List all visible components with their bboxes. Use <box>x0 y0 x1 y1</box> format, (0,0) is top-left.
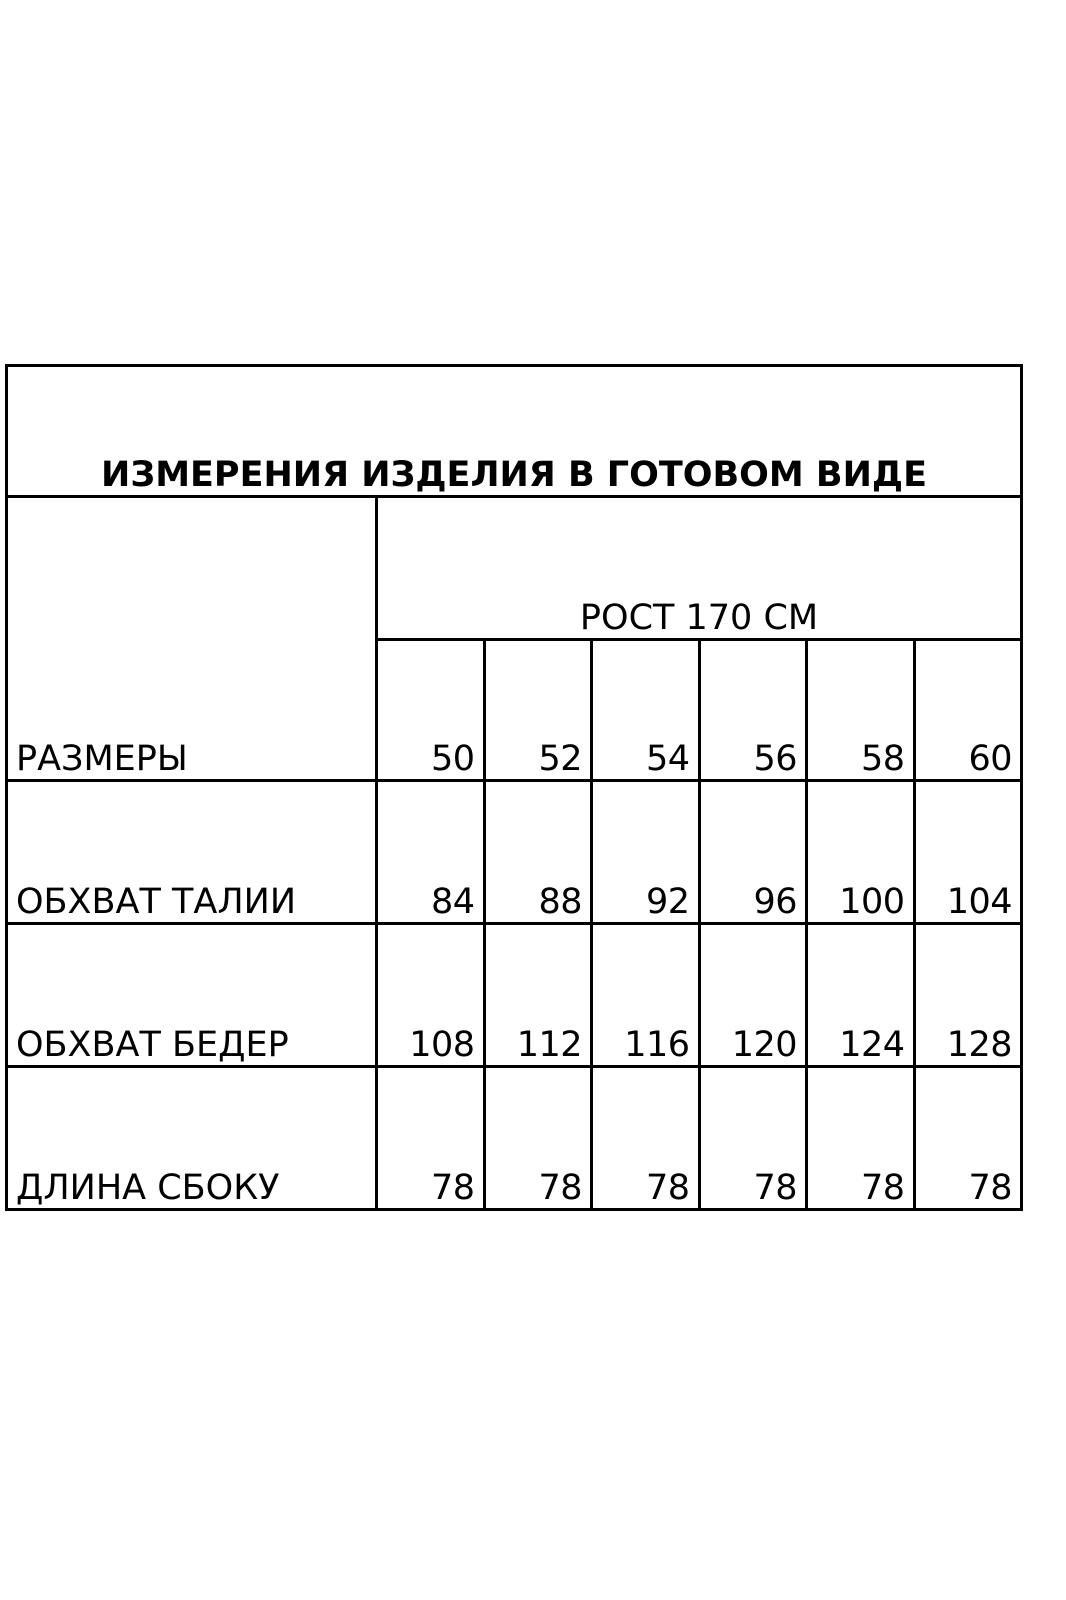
value-cell: 78 <box>699 1067 807 1210</box>
value-cell: 124 <box>807 924 915 1067</box>
value-cell: 88 <box>484 781 592 924</box>
value-cell: 78 <box>377 1067 485 1210</box>
size-cell: 56 <box>699 640 807 781</box>
height-row <box>7 497 1022 640</box>
row-label: ОБХВАТ БЕДЕР <box>7 924 377 1067</box>
waist-row <box>7 781 1022 924</box>
value-cell: 112 <box>484 924 592 1067</box>
value-cell: 92 <box>592 781 700 924</box>
value-cell: 78 <box>592 1067 700 1210</box>
value-cell: 78 <box>484 1067 592 1210</box>
measurements-table <box>5 364 1023 1211</box>
size-cell: 50 <box>377 640 485 781</box>
value-cell: 78 <box>807 1067 915 1210</box>
size-cell: 60 <box>914 640 1022 781</box>
value-cell: 100 <box>807 781 915 924</box>
size-cell: 58 <box>807 640 915 781</box>
size-cell: 52 <box>484 640 592 781</box>
sizes-label: РАЗМЕРЫ <box>7 497 377 781</box>
value-cell: 128 <box>914 924 1022 1067</box>
table-title: ИЗМЕРЕНИЯ ИЗДЕЛИЯ В ГОТОВОМ ВИДЕ <box>7 366 1022 497</box>
value-cell: 108 <box>377 924 485 1067</box>
row-label: ДЛИНА СБОКУ <box>7 1067 377 1210</box>
value-cell: 120 <box>699 924 807 1067</box>
title-row <box>7 366 1022 497</box>
value-cell: 104 <box>914 781 1022 924</box>
side-length-row <box>7 1067 1022 1210</box>
value-cell: 96 <box>699 781 807 924</box>
value-cell: 78 <box>914 1067 1022 1210</box>
row-label: ОБХВАТ ТАЛИИ <box>7 781 377 924</box>
value-cell: 84 <box>377 781 485 924</box>
size-cell: 54 <box>592 640 700 781</box>
value-cell: 116 <box>592 924 700 1067</box>
hips-row <box>7 924 1022 1067</box>
height-label: РОСТ 170 СМ <box>377 497 1022 640</box>
